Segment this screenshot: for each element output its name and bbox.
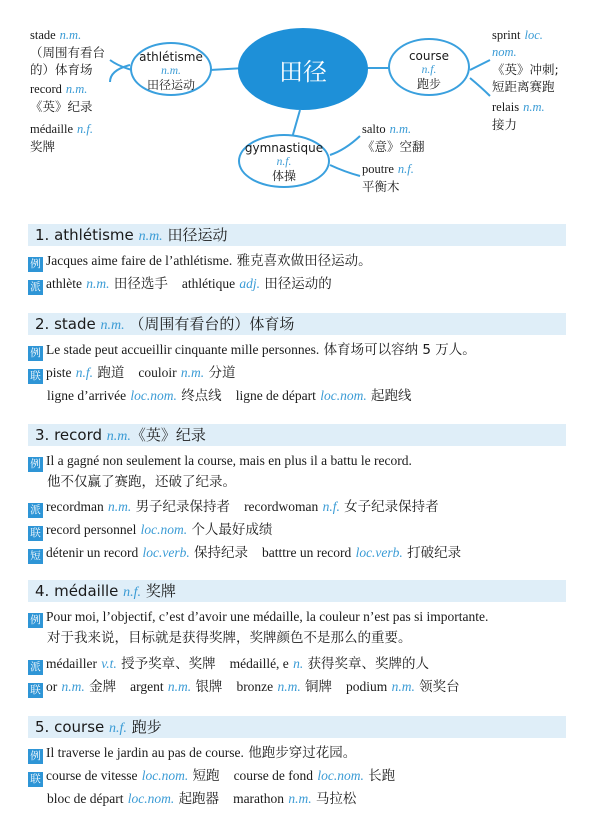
node-word: gymnastique bbox=[244, 141, 324, 155]
phrase-row bbox=[28, 543, 461, 564]
text-entries-2-cn: 《英》纪录 bbox=[130, 426, 206, 444]
entry-header-medaille bbox=[28, 580, 566, 602]
text-entries-3-pai-0-w: médailler bbox=[46, 656, 97, 671]
derivative-row bbox=[28, 497, 439, 518]
text-entries-3-pos: n.f. bbox=[123, 585, 142, 600]
example-row bbox=[28, 607, 488, 628]
text-entries-1-lian2-1-c: 起跑线 bbox=[371, 388, 412, 404]
text-entries-0-pai-1-p: adj. bbox=[239, 276, 260, 291]
text-entries-2-ex_fr: Il a gagné non seulement la course, mais en plus il a battu le record. bbox=[46, 453, 412, 468]
text-diagram-bottom-0-pos: n.m. bbox=[389, 122, 412, 136]
entry-header-record bbox=[28, 424, 566, 446]
leaf-stade bbox=[30, 26, 105, 78]
text-entries-3-ex_fr: Pour moi, l’objectif, c’est d’avoir une médaille, la couleur n’est pas si importante. bbox=[46, 609, 489, 624]
node-pos: n.f. bbox=[276, 156, 292, 168]
text-entries-3-num: 4. bbox=[35, 582, 50, 600]
text-entries-1-lian_tag: 联 bbox=[28, 369, 43, 384]
related-row-2 bbox=[47, 789, 356, 809]
example-row bbox=[28, 743, 356, 764]
leaf-salto bbox=[362, 120, 425, 155]
text-entries-2-lian-0-p: loc.nom. bbox=[140, 522, 188, 537]
text-diagram-left-2-cn1: 奖牌 bbox=[30, 139, 56, 154]
text-entries-4-word: course bbox=[54, 718, 105, 736]
example-translation bbox=[47, 472, 236, 492]
text-entries-2-pai-1-w: recordwoman bbox=[244, 499, 319, 514]
related-row-2 bbox=[47, 386, 412, 406]
text-diagram-bottom-1-word: poutre bbox=[362, 162, 394, 176]
text-diagram-right-0-pos2: nom. bbox=[492, 45, 517, 59]
text-diagram-right-1-pos: n.m. bbox=[523, 100, 545, 114]
text-entries-0-pai-0-p: n.m. bbox=[86, 276, 110, 291]
entry-header-stade bbox=[28, 313, 566, 335]
text-entries-2-pai-0-p: n.m. bbox=[108, 499, 132, 514]
text-entries-3-lian-1-p: n.m. bbox=[167, 679, 192, 694]
text-diagram-right-1-word: relais bbox=[492, 100, 520, 114]
text-entries-3-cn: 奖牌 bbox=[145, 582, 176, 600]
leaf-relais bbox=[492, 98, 545, 133]
derivative-row bbox=[28, 654, 429, 675]
example-tag: 例 bbox=[28, 257, 43, 272]
text-entries-2-ex_tag: 例 bbox=[28, 457, 43, 472]
text-entries-4-cn: 跑步 bbox=[131, 718, 162, 736]
text-entries-3-pai-0-p: v.t. bbox=[101, 656, 117, 671]
text-entries-1-lian2-0-p: loc.nom. bbox=[130, 388, 177, 403]
text-entries-1-lian-1-w: couloir bbox=[138, 365, 177, 380]
text-diagram-right-0-word: sprint bbox=[492, 28, 521, 42]
text-entries-2-word: record bbox=[54, 426, 103, 444]
text-diagram-left-2-pos: n.f. bbox=[77, 122, 94, 136]
text-entries-1-pos: n.m. bbox=[100, 318, 125, 333]
related-row bbox=[28, 520, 272, 541]
text-entries-2-ex_cn: 他不仅赢了赛跑，还破了纪录。 bbox=[47, 474, 236, 490]
text-entries-4-ex_tag: 例 bbox=[28, 749, 43, 764]
text-diagram-left-1-word: record bbox=[30, 82, 62, 96]
node-cn: 跑步 bbox=[416, 77, 441, 91]
text-diagram-left-0-pos: n.m. bbox=[59, 28, 82, 42]
text-entries-3-lian-2-p: n.m. bbox=[277, 679, 301, 694]
derivative-row bbox=[28, 274, 332, 295]
text-entries-1-ex_tag: 例 bbox=[28, 346, 43, 361]
node-pos: n.m. bbox=[161, 65, 181, 77]
text-entries-3-pai-1-w: médaillé, e bbox=[229, 656, 289, 671]
text-entries-4-lian-1-p: loc.nom. bbox=[317, 768, 364, 783]
center-node bbox=[238, 28, 368, 110]
text-diagram-right-0-cn1: 《英》冲刺; bbox=[492, 62, 559, 77]
text-diagram-left-1-pos: n.m. bbox=[65, 82, 88, 96]
entry-header-athletisme bbox=[28, 224, 566, 246]
center-node-label: 田径 bbox=[279, 57, 327, 86]
text-entries-1-cn: （周围有看台的）体育场 bbox=[129, 315, 295, 333]
text-entries-0-pai-1-w: athlétique bbox=[181, 276, 236, 291]
text-entries-1-ex_cn: 体育场可以容纳 5 万人。 bbox=[323, 342, 476, 358]
text-entries-2-duan-0-w: détenir un record bbox=[46, 545, 139, 560]
text-entries-4-lian2-0-w: bloc de départ bbox=[47, 791, 124, 806]
text-entries-1-lian2-1-w: ligne de départ bbox=[235, 388, 316, 403]
text-diagram-bottom-0-word: salto bbox=[362, 122, 386, 136]
text-entries-0-ex_cn: 雅克喜欢做田径运动。 bbox=[236, 253, 372, 269]
text-entries-4-lian-0-w: course de vitesse bbox=[46, 768, 138, 783]
text-entries-3-ex_cn: 对于我来说，目标就是获得奖牌，奖牌颜色不是那么的重要。 bbox=[47, 630, 412, 646]
text-entries-2-duan-1-w: batttre un record bbox=[262, 545, 352, 560]
text-diagram-left-2-word: médaille bbox=[30, 122, 74, 136]
text-entries-2-pai-0-w: recordman bbox=[46, 499, 104, 514]
text-entries-4-lian-1-w: course de fond bbox=[233, 768, 314, 783]
text-entries-2-pos: n.m. bbox=[106, 429, 131, 444]
text-entries-0-pai-0-c: 田径选手 bbox=[113, 276, 168, 292]
leaf-poutre bbox=[362, 160, 414, 195]
text-entries-3-pai-1-c: 获得奖章、奖牌的人 bbox=[307, 656, 430, 672]
text-entries-4-lian2-1-w: marathon bbox=[233, 791, 285, 806]
text-entries-3-lian-1-w: argent bbox=[130, 679, 164, 694]
related-row bbox=[28, 363, 235, 384]
text-diagram-bottom-1-cn1: 平衡木 bbox=[362, 179, 400, 194]
text-entries-2-duan-1-c: 打破纪录 bbox=[407, 545, 462, 561]
text-entries-4-lian2-1-p: n.m. bbox=[288, 791, 312, 806]
example-row bbox=[28, 251, 372, 272]
text-entries-1-lian-1-c: 分道 bbox=[208, 365, 236, 381]
text-entries-2-pai-1-c: 女子纪录保持者 bbox=[344, 499, 439, 515]
text-entries-2-duan-1-p: loc.verb. bbox=[355, 545, 403, 560]
text-entries-1-lian2-1-p: loc.nom. bbox=[320, 388, 367, 403]
example-row bbox=[28, 451, 412, 472]
text-entries-0-word: athlétisme bbox=[54, 226, 134, 244]
node-course bbox=[388, 38, 470, 96]
text-entries-3-lian-2-w: bronze bbox=[236, 679, 274, 694]
text-entries-2-duan_tag: 短 bbox=[28, 549, 43, 564]
text-entries-3-ex_tag: 例 bbox=[28, 613, 43, 628]
leaf-sprint bbox=[492, 26, 559, 95]
node-athletisme bbox=[130, 42, 212, 96]
text-entries-4-lian_tag: 联 bbox=[28, 772, 43, 787]
derivative-tag: 派 bbox=[28, 280, 43, 295]
leaf-medaille bbox=[30, 120, 93, 155]
text-entries-0-num: 1. bbox=[35, 226, 50, 244]
text-entries-4-num: 5. bbox=[35, 718, 50, 736]
text-diagram-left-0-cn2: 的）体育场 bbox=[30, 62, 93, 77]
node-pos: n.f. bbox=[421, 64, 437, 76]
text-entries-3-lian-0-p: n.m. bbox=[61, 679, 85, 694]
node-cn: 体操 bbox=[271, 169, 296, 183]
text-entries-3-word: médaille bbox=[54, 582, 119, 600]
text-entries-2-pai-1-p: n.f. bbox=[322, 499, 340, 514]
text-entries-0-pai-1-c: 田径运动的 bbox=[264, 276, 332, 292]
text-entries-1-ex_fr: Le stade peut accueillir cinquante mille personnes. bbox=[46, 342, 320, 357]
text-entries-1-word: stade bbox=[54, 315, 96, 333]
text-entries-3-lian-3-w: podium bbox=[346, 679, 388, 694]
leaf-record bbox=[30, 80, 93, 115]
text-diagram-left-1-cn1: 《英》纪录 bbox=[30, 99, 93, 114]
text-entries-2-lian_tag: 联 bbox=[28, 526, 43, 541]
text-entries-4-lian-0-p: loc.nom. bbox=[141, 768, 189, 783]
text-diagram-bottom-1-pos: n.f. bbox=[397, 162, 414, 176]
related-row bbox=[28, 766, 395, 787]
text-entries-1-lian-0-p: n.f. bbox=[75, 365, 94, 380]
example-translation bbox=[47, 628, 412, 648]
text-diagram-left-0-cn1: （周围有看台 bbox=[30, 45, 106, 60]
text-entries-3-pai-1-p: n. bbox=[293, 656, 304, 671]
text-entries-0-ex_fr: Jacques aime faire de l’athlétisme. bbox=[46, 253, 233, 268]
text-entries-0-cn: 田径运动 bbox=[167, 226, 228, 244]
text-diagram-right-1-cn1: 接力 bbox=[492, 117, 518, 132]
text-entries-2-duan-0-c: 保持纪录 bbox=[194, 545, 249, 561]
text-diagram-bottom-0-cn1: 《意》空翻 bbox=[362, 139, 425, 154]
text-entries-2-pai-0-c: 男子纪录保持者 bbox=[135, 499, 231, 515]
text-entries-1-lian-0-w: piste bbox=[46, 365, 72, 380]
text-diagram-right-0-pos: loc. bbox=[524, 28, 543, 42]
text-entries-1-lian2-0-c: 终点线 bbox=[181, 388, 222, 404]
text-entries-2-pai_tag: 派 bbox=[28, 503, 43, 518]
related-row bbox=[28, 677, 460, 698]
node-gymnastique bbox=[238, 134, 330, 188]
text-entries-2-duan-0-p: loc.verb. bbox=[142, 545, 190, 560]
text-entries-1-lian-0-c: 跑道 bbox=[97, 365, 125, 381]
text-entries-4-ex_cn: 他跑步穿过花园。 bbox=[248, 745, 357, 761]
text-entries-3-lian-2-c: 铜牌 bbox=[305, 679, 333, 695]
text-entries-2-num: 3. bbox=[35, 426, 50, 444]
text-entries-2-lian-0-c: 个人最好成绩 bbox=[191, 522, 273, 538]
node-word: course bbox=[408, 49, 450, 63]
text-entries-3-lian-0-c: 金牌 bbox=[89, 679, 117, 695]
text-entries-3-lian-1-c: 银牌 bbox=[195, 679, 223, 695]
text-entries-3-lian-0-w: or bbox=[46, 679, 58, 694]
entry-header-course bbox=[28, 716, 566, 738]
text-entries-1-num: 2. bbox=[35, 315, 50, 333]
text-entries-1-lian2-0-w: ligne d’arrivée bbox=[47, 388, 127, 403]
text-entries-3-lian-3-c: 领奖台 bbox=[419, 679, 460, 695]
text-entries-4-lian2-0-c: 起跑器 bbox=[178, 791, 220, 807]
text-entries-4-lian-0-c: 短跑 bbox=[192, 768, 220, 784]
text-entries-2-lian-0-w: record personnel bbox=[46, 522, 137, 537]
text-entries-3-lian-3-p: n.m. bbox=[391, 679, 415, 694]
text-entries-4-lian2-0-p: loc.nom. bbox=[127, 791, 175, 806]
text-entries-4-lian-1-c: 长跑 bbox=[368, 768, 396, 784]
text-entries-4-lian2-1-c: 马拉松 bbox=[315, 791, 357, 807]
text-entries-4-pos: n.f. bbox=[109, 721, 127, 736]
text-entries-0-pai-0-w: athlète bbox=[46, 276, 82, 291]
text-entries-1-lian-1-p: n.m. bbox=[180, 365, 205, 380]
text-entries-3-lian_tag: 联 bbox=[28, 683, 43, 698]
text-entries-4-ex_fr: Il traverse le jardin au pas de course. bbox=[46, 745, 244, 760]
node-word: athlétisme bbox=[139, 50, 203, 64]
text-diagram-left-0-word: stade bbox=[30, 28, 56, 42]
text-entries-3-pai_tag: 派 bbox=[28, 660, 43, 675]
text-entries-0-pos: n.m. bbox=[138, 229, 163, 244]
example-row bbox=[28, 340, 476, 361]
text-entries-3-pai-0-c: 授予奖章、奖牌 bbox=[121, 656, 216, 672]
node-cn: 田径运动 bbox=[146, 78, 195, 92]
text-diagram-right-0-cn2: 短距离赛跑 bbox=[492, 79, 555, 94]
